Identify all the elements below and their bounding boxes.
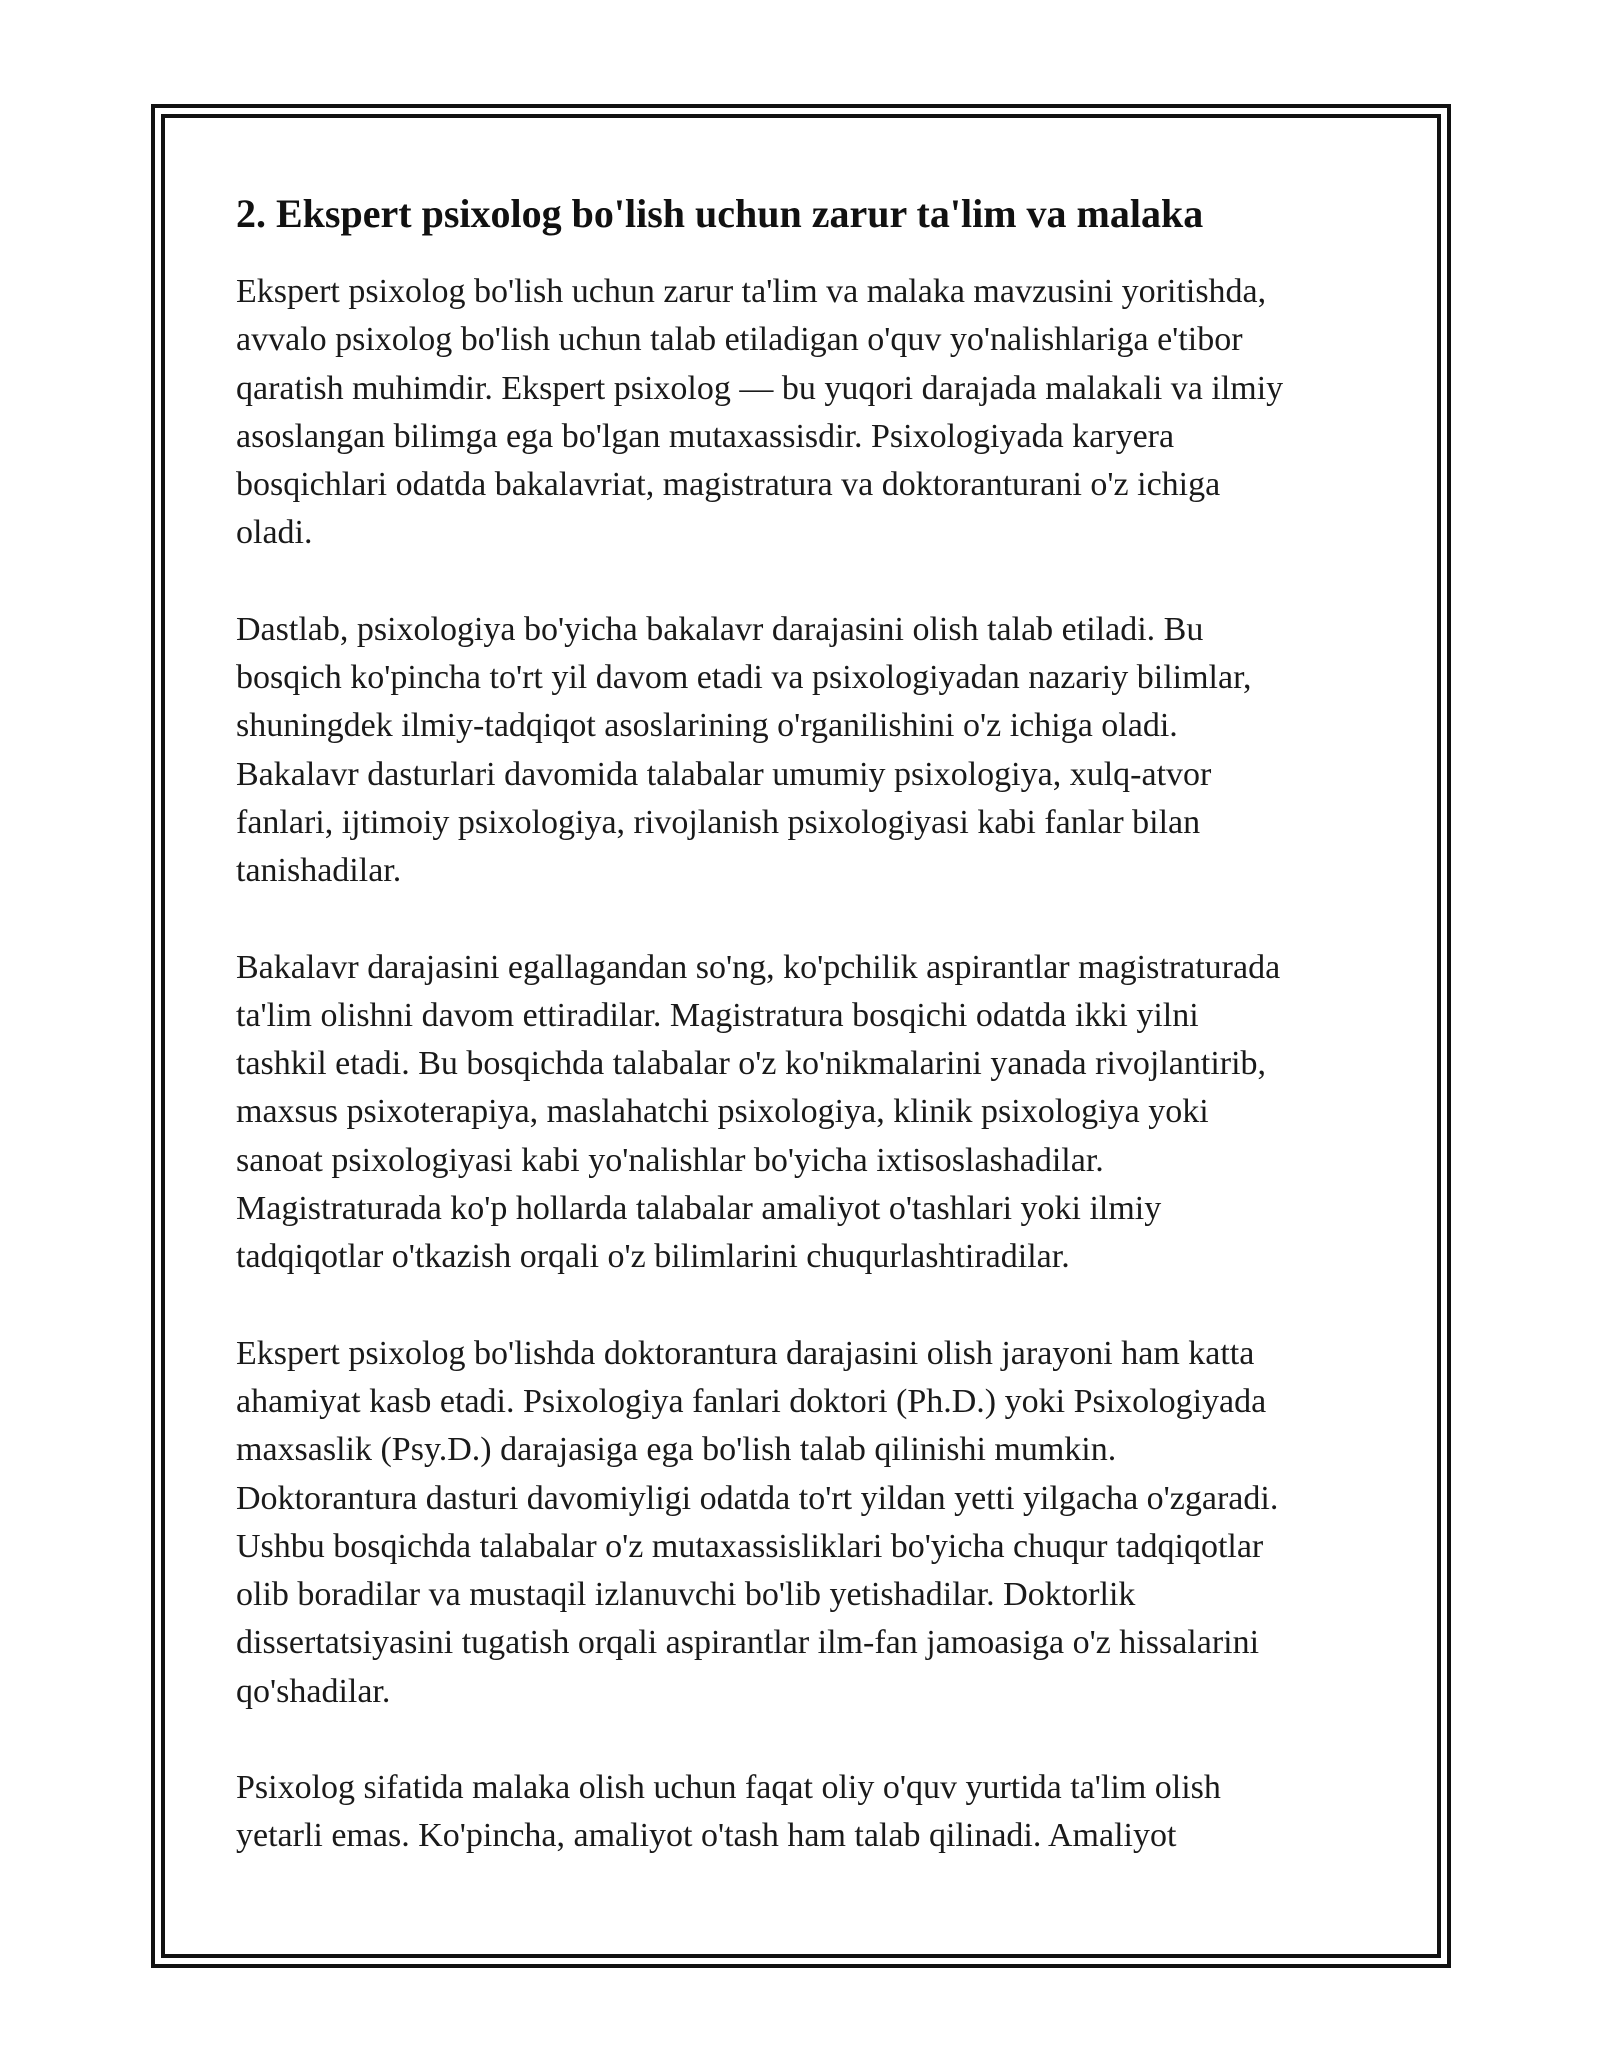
text-line: sanoat psixologiyasi kabi yo'nalishlar bo'yicha ixtisoslashadilar.: [236, 1141, 1104, 1179]
text-line: ahamiyat kasb etadi. Psixologiya fanlari doktori (Ph.D.) yoki Psixologiyada: [236, 1382, 1267, 1420]
paragraph-5: [236, 1764, 1386, 1861]
text-line: qo'shadilar.: [236, 1672, 391, 1710]
text-line: Dastlab, psixologiya bo'yicha bakalavr darajasini olish talab etiladi. Bu: [236, 610, 1204, 648]
text-line: tanishadilar.: [236, 852, 402, 890]
document-body: [236, 186, 1386, 1909]
text-line: Ekspert psixolog bo'lish uchun zarur ta'lim va malaka mavzusini yoritishda,: [236, 273, 1267, 310]
text-line: Psixolog sifatida malaka olish uchun faqat oliy o'quv yurtida ta'lim olish: [236, 1769, 1221, 1807]
text-line: Ushbu bosqichda talabalar o'z mutaxassisliklari bo'yicha chuqur tadqiqotlar: [236, 1527, 1264, 1565]
text-line: tadqiqotlar o'tkazish orqali o'z bilimlarini chuqurlashtiradilar.: [236, 1238, 1070, 1276]
text-line: asoslangan bilimga ega bo'lgan mutaxassisdir. Psixologiyada karyera: [236, 417, 1175, 455]
text-line: ta'lim olishni davom ettiradilar. Magistratura bosqichi odatda ikki yilni: [236, 996, 1199, 1034]
paragraph-2: [236, 606, 1386, 896]
paragraph-4: [236, 1330, 1386, 1716]
text-line: oladi.: [236, 514, 313, 552]
text-line: shuningdek ilmiy-tadqiqot asoslarining o'rganilishini o'z ichiga oladi.: [236, 707, 1178, 745]
text-line: yetarli emas. Ko'pincha, amaliyot o'tash ham talab qilinadi. Amaliyot: [236, 1817, 1177, 1855]
text-line: maxsus psixoterapiya, maslahatchi psixologiya, klinik psixologiya yoki: [236, 1093, 1209, 1131]
text-line: tashkil etadi. Bu bosqichda talabalar o'z ko'nikmalarini yanada rivojlantirib,: [236, 1045, 1267, 1083]
text-line: Bakalavr dasturlari davomida talabalar umumiy psixologiya, xulq-atvor: [236, 755, 1212, 793]
text-line: avvalo psixolog bo'lish uchun talab etiladigan o'quv yo'nalishlariga e'tibor: [236, 321, 1243, 359]
text-line: Ekspert psixolog bo'lishda doktorantura darajasini olish jarayoni ham katta: [236, 1334, 1255, 1372]
section-heading: 2. Ekspert psixolog bo'lish uchun zarur ta'lim va malaka: [236, 191, 1204, 236]
text-line: maxsaslik (Psy.D.) darajasiga ega bo'lish talab qilinishi mumkin.: [236, 1431, 1117, 1469]
text-line: olib boradilar va mustaqil izlanuvchi bo'lib yetishadilar. Doktorlik: [236, 1576, 1136, 1614]
text-line: Doktorantura dasturi davomiyligi odatda to'rt yildan yetti yilgacha o'zgaradi.: [236, 1479, 1279, 1517]
paragraph-1: [236, 268, 1386, 558]
text-line: dissertatsiyasini tugatish orqali aspirantlar ilm-fan jamoasiga o'z hissalarini: [236, 1624, 1260, 1662]
text-line: fanlari, ijtimoiy psixologiya, rivojlanish psixologiyasi kabi fanlar bilan: [236, 803, 1201, 841]
text-line: Magistraturada ko'p hollarda talabalar amaliyot o'tashlari yoki ilmiy: [236, 1190, 1162, 1228]
text-line: qaratish muhimdir. Ekspert psixolog — bu yuqori darajada malakali va ilmiy: [236, 369, 1284, 407]
text-line: bosqichlari odatda bakalavriat, magistratura va doktoranturani o'z ichiga: [236, 466, 1221, 504]
text-line: Bakalavr darajasini egallagandan so'ng, ko'pchilik aspirantlar magistraturada: [236, 948, 1281, 986]
text-line: bosqich ko'pincha to'rt yil davom etadi va psixologiyadan nazariy bilimlar,: [236, 659, 1252, 697]
paragraph-3: [236, 944, 1386, 1282]
